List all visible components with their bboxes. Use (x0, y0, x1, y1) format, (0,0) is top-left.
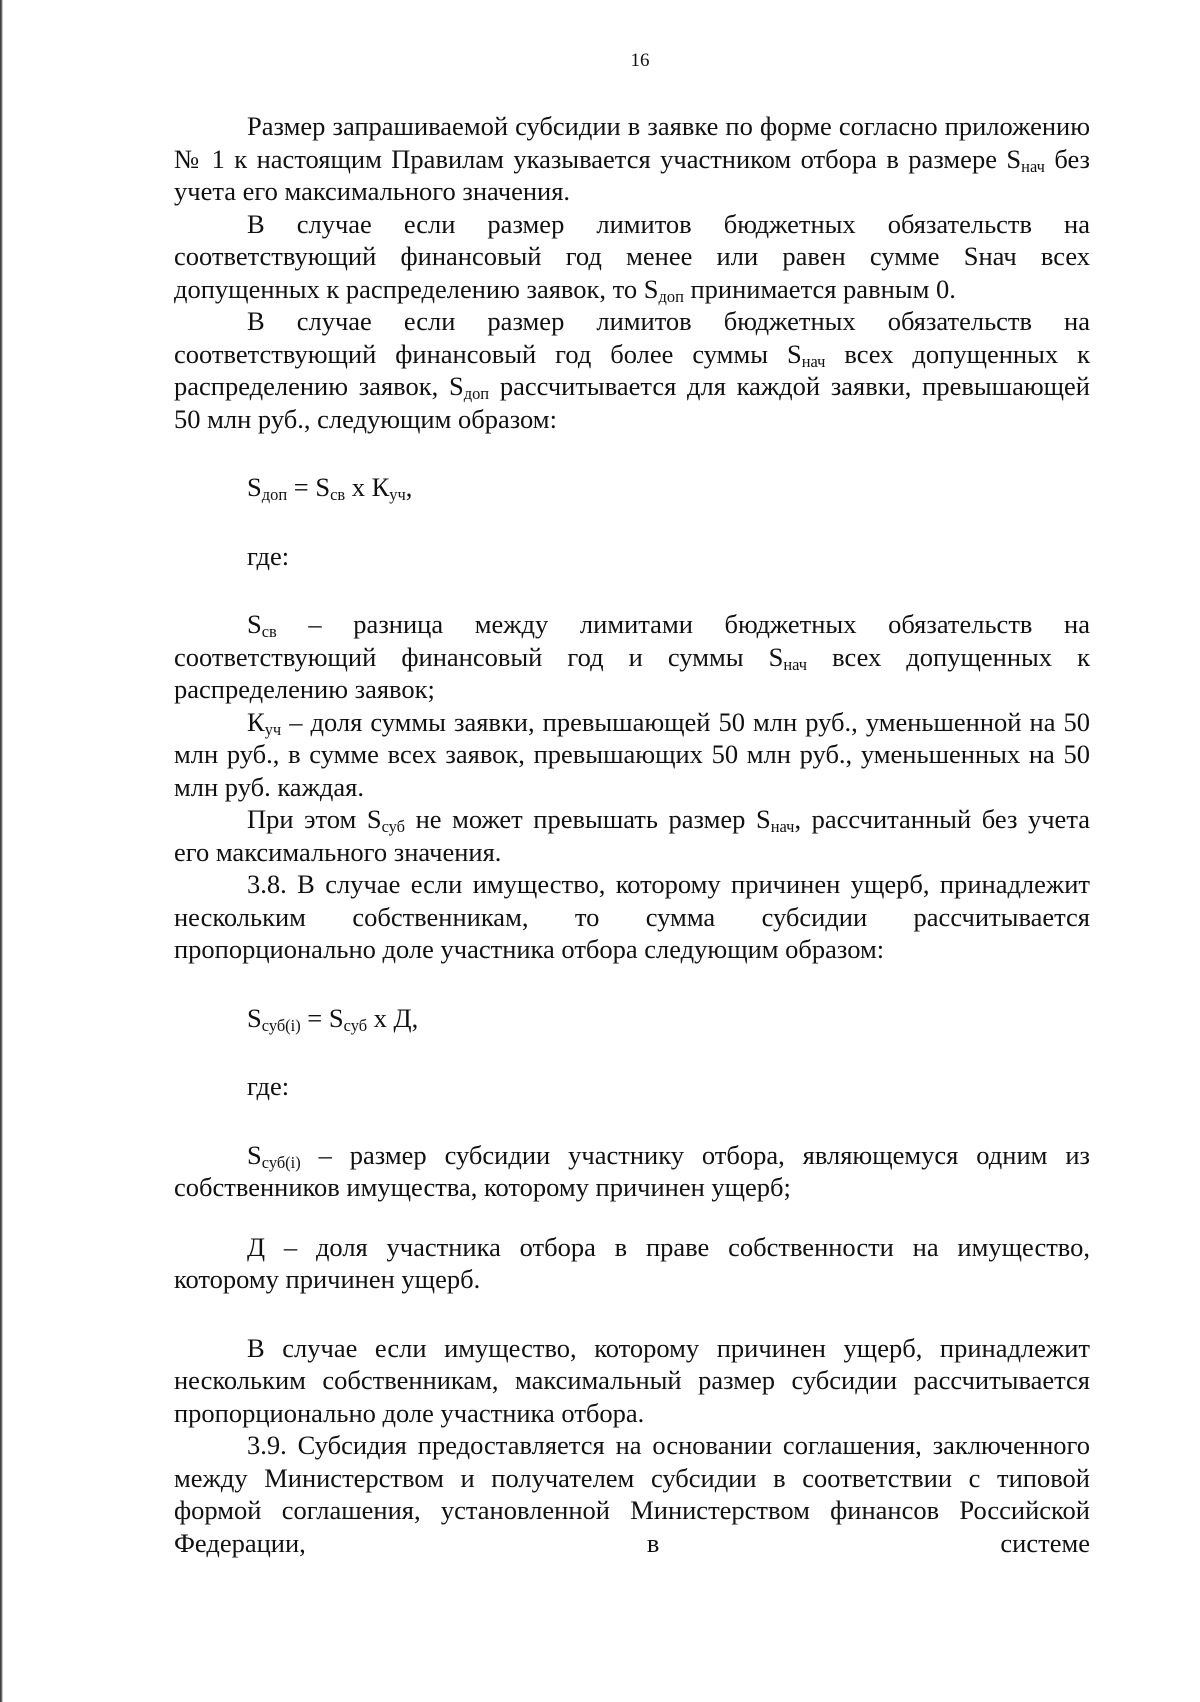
where-label-2: где: (247, 1071, 290, 1101)
paragraph-3-8: 3.8. В случае если имущество, которому причинен ущерб, принадлежит нескольким собственникам, то сумма субсидии рассчитывается пропорционально доле участника отбора следующим образом: (174, 869, 1090, 964)
document-body (174, 110, 1090, 1559)
paragraph-subsidy-size: Размер запрашиваемой субсидии в заявке по форме согласно приложению № 1 к настоящим Правилам указывается участником отбора в размере $S_{нач}$ без учета его максимального значения. (174, 111, 1091, 206)
paragraph-limits-less: В случае если размер лимитов бюджетных обязательств на соответствующий финансовый год менее или равен сумме Sнач всех допущенных к распределению заявок, то $S_{доп}$ принимается равным 0. (174, 208, 1090, 306)
definition-s-sub-i: $S_{суб(i)}$ – размер субсидии участнику отбора, являющемуся одним из собственников имущества, которому причинен ущерб; (174, 1139, 1090, 1202)
paragraph-3-9: 3.9. Субсидия предоставляется на основании соглашения, заключенного между Министерством и получателем субсидии в соответствии с типовой формой соглашения, установленной Министерством финансов Российской Федерации, в системе (174, 1430, 1090, 1558)
definition-d: Д – доля участника отбора в праве собственности на имущество, которому причинен ущерб. (174, 1231, 1090, 1294)
where-label-1: где: (247, 540, 290, 571)
formula-s-sub-i: $S_{суб(i)} = S_{суб}$ x Д, (247, 1002, 419, 1035)
formula-s-dop: $S_{доп} = S_{св}$ x $К_{уч}$, (247, 472, 413, 505)
page-number: 16 (630, 50, 650, 71)
paragraph-s-sub-limit: При этом $S_{суб}$ не может превышать размер $S_{нач}$, рассчитанный без учета его максимального значения. (174, 804, 1090, 867)
definition-s-sv: $S_{св}$ – разница между лимитами бюджетных обязательств на соответствующий финансовый год и суммы $S_{нач}$ всех допущенных к распределению заявок; (174, 609, 1090, 704)
definition-k-uch: $К_{уч}$ – доля суммы заявки, превышающей 50 млн руб., уменьшенной на 50 млн руб., в сумме всех заявок, превышающих 50 млн руб., уменьшенных на 50 млн руб. каждая. (174, 706, 1090, 802)
scan-edge (0, 0, 3, 1702)
paragraph-multiple-owners: В случае если имущество, которому причинен ущерб, принадлежит нескольким собственникам, максимальный размер субсидии рассчитывается пропорционально доле участника отбора. (174, 1332, 1090, 1428)
paragraph-limits-more: В случае если размер лимитов бюджетных обязательств на соответствующий финансовый год более суммы $S_{нач}$ всех допущенных к распределению заявок, $S_{доп}$ рассчитывается для каждой заявки, превышающей 50 млн руб., следующим образом: (174, 306, 1090, 434)
